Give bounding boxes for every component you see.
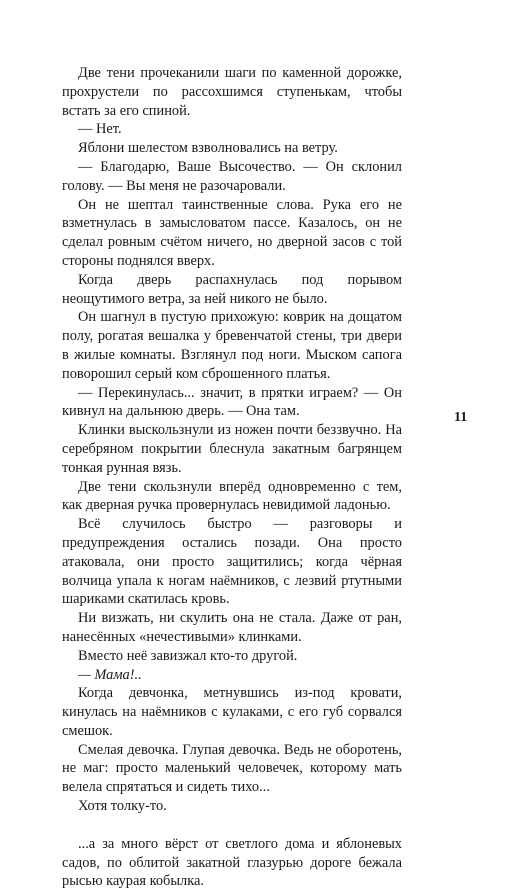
paragraph: Он шагнул в пустую прихожую: коврик на дощатом полу, рогатая вешалка у бревенчатой стены, три двери в жилые комнаты. Взглянул под ноги. Мыском сапога поворошил серый ком сброшенного платья.	[62, 309, 402, 382]
paragraph: ...а за много вёрст от светлого дома и яблоневых садов, по облитой закатной глазурью дороге бежала рысью каурая кобылка.	[62, 835, 402, 890]
paragraph: — Перекинулась... значит, в прятки играем? — Он кивнул на дальнюю дверь. — Она там.	[62, 384, 402, 420]
paragraph: Две тени прочеканили шаги по каменной дорожке, прохрустели по рассохшимся ступенькам, чтобы встать за его спиной.	[62, 65, 402, 119]
paragraph: — Благодарю, Ваше Высочество. — Он склонил голову. — Вы меня не разочаровали.	[62, 158, 402, 194]
text-column	[62, 64, 402, 891]
paragraph: — Нет.	[78, 121, 122, 138]
paragraph: Он не шептал таинственные слова. Рука его не взметнулась в замысловатом пассе. Казалось, он не сделал ровным счётом ничего, но дверной засов с той стороны поднялся вверх.	[62, 196, 402, 269]
paragraph: Яблони шелестом взволновались на ветру.	[78, 140, 338, 157]
paragraph: Когда девчонка, метнувшись из-под кровати, кинулась на наёмников с кулаками, с его губ сорвался смешок.	[62, 685, 402, 739]
paragraph: Когда дверь распахнулась под порывом неощутимого ветра, за ней никого не было.	[62, 271, 402, 307]
paragraph: Клинки выскользнули из ножен почти беззвучно. На серебряном покрытии блеснула закатным багрянцем тонкая рунная вязь.	[62, 422, 402, 476]
paragraph: Две тени скользнули вперёд одновременно с тем, как дверная ручка провернулась невидимой ладонью.	[62, 478, 402, 514]
section-break	[62, 816, 402, 835]
paragraph: Смелая девочка. Глупая девочка. Ведь не оборотень, не маг: просто маленький человечек, которому мать велела спрятаться и сидеть тихо...	[62, 741, 402, 796]
paragraph: — Мама!..	[78, 666, 142, 683]
paragraph: Ни визжать, ни скулить она не стала. Даже от ран, нанесённых «нечестивыми» клинками.	[62, 610, 402, 645]
paragraph: Вместо неё завизжал кто-то другой.	[78, 647, 298, 664]
paragraph: Хотя толку-то.	[78, 798, 167, 815]
paragraph: Всё случилось быстро — разговоры и предупреждения остались позади. Она просто атаковала, они просто защитились; когда чёрная волчица упала к ногам наёмников, с лезвий ртутными шариками скатилась кровь.	[62, 516, 402, 608]
page-number: 11	[454, 410, 468, 425]
